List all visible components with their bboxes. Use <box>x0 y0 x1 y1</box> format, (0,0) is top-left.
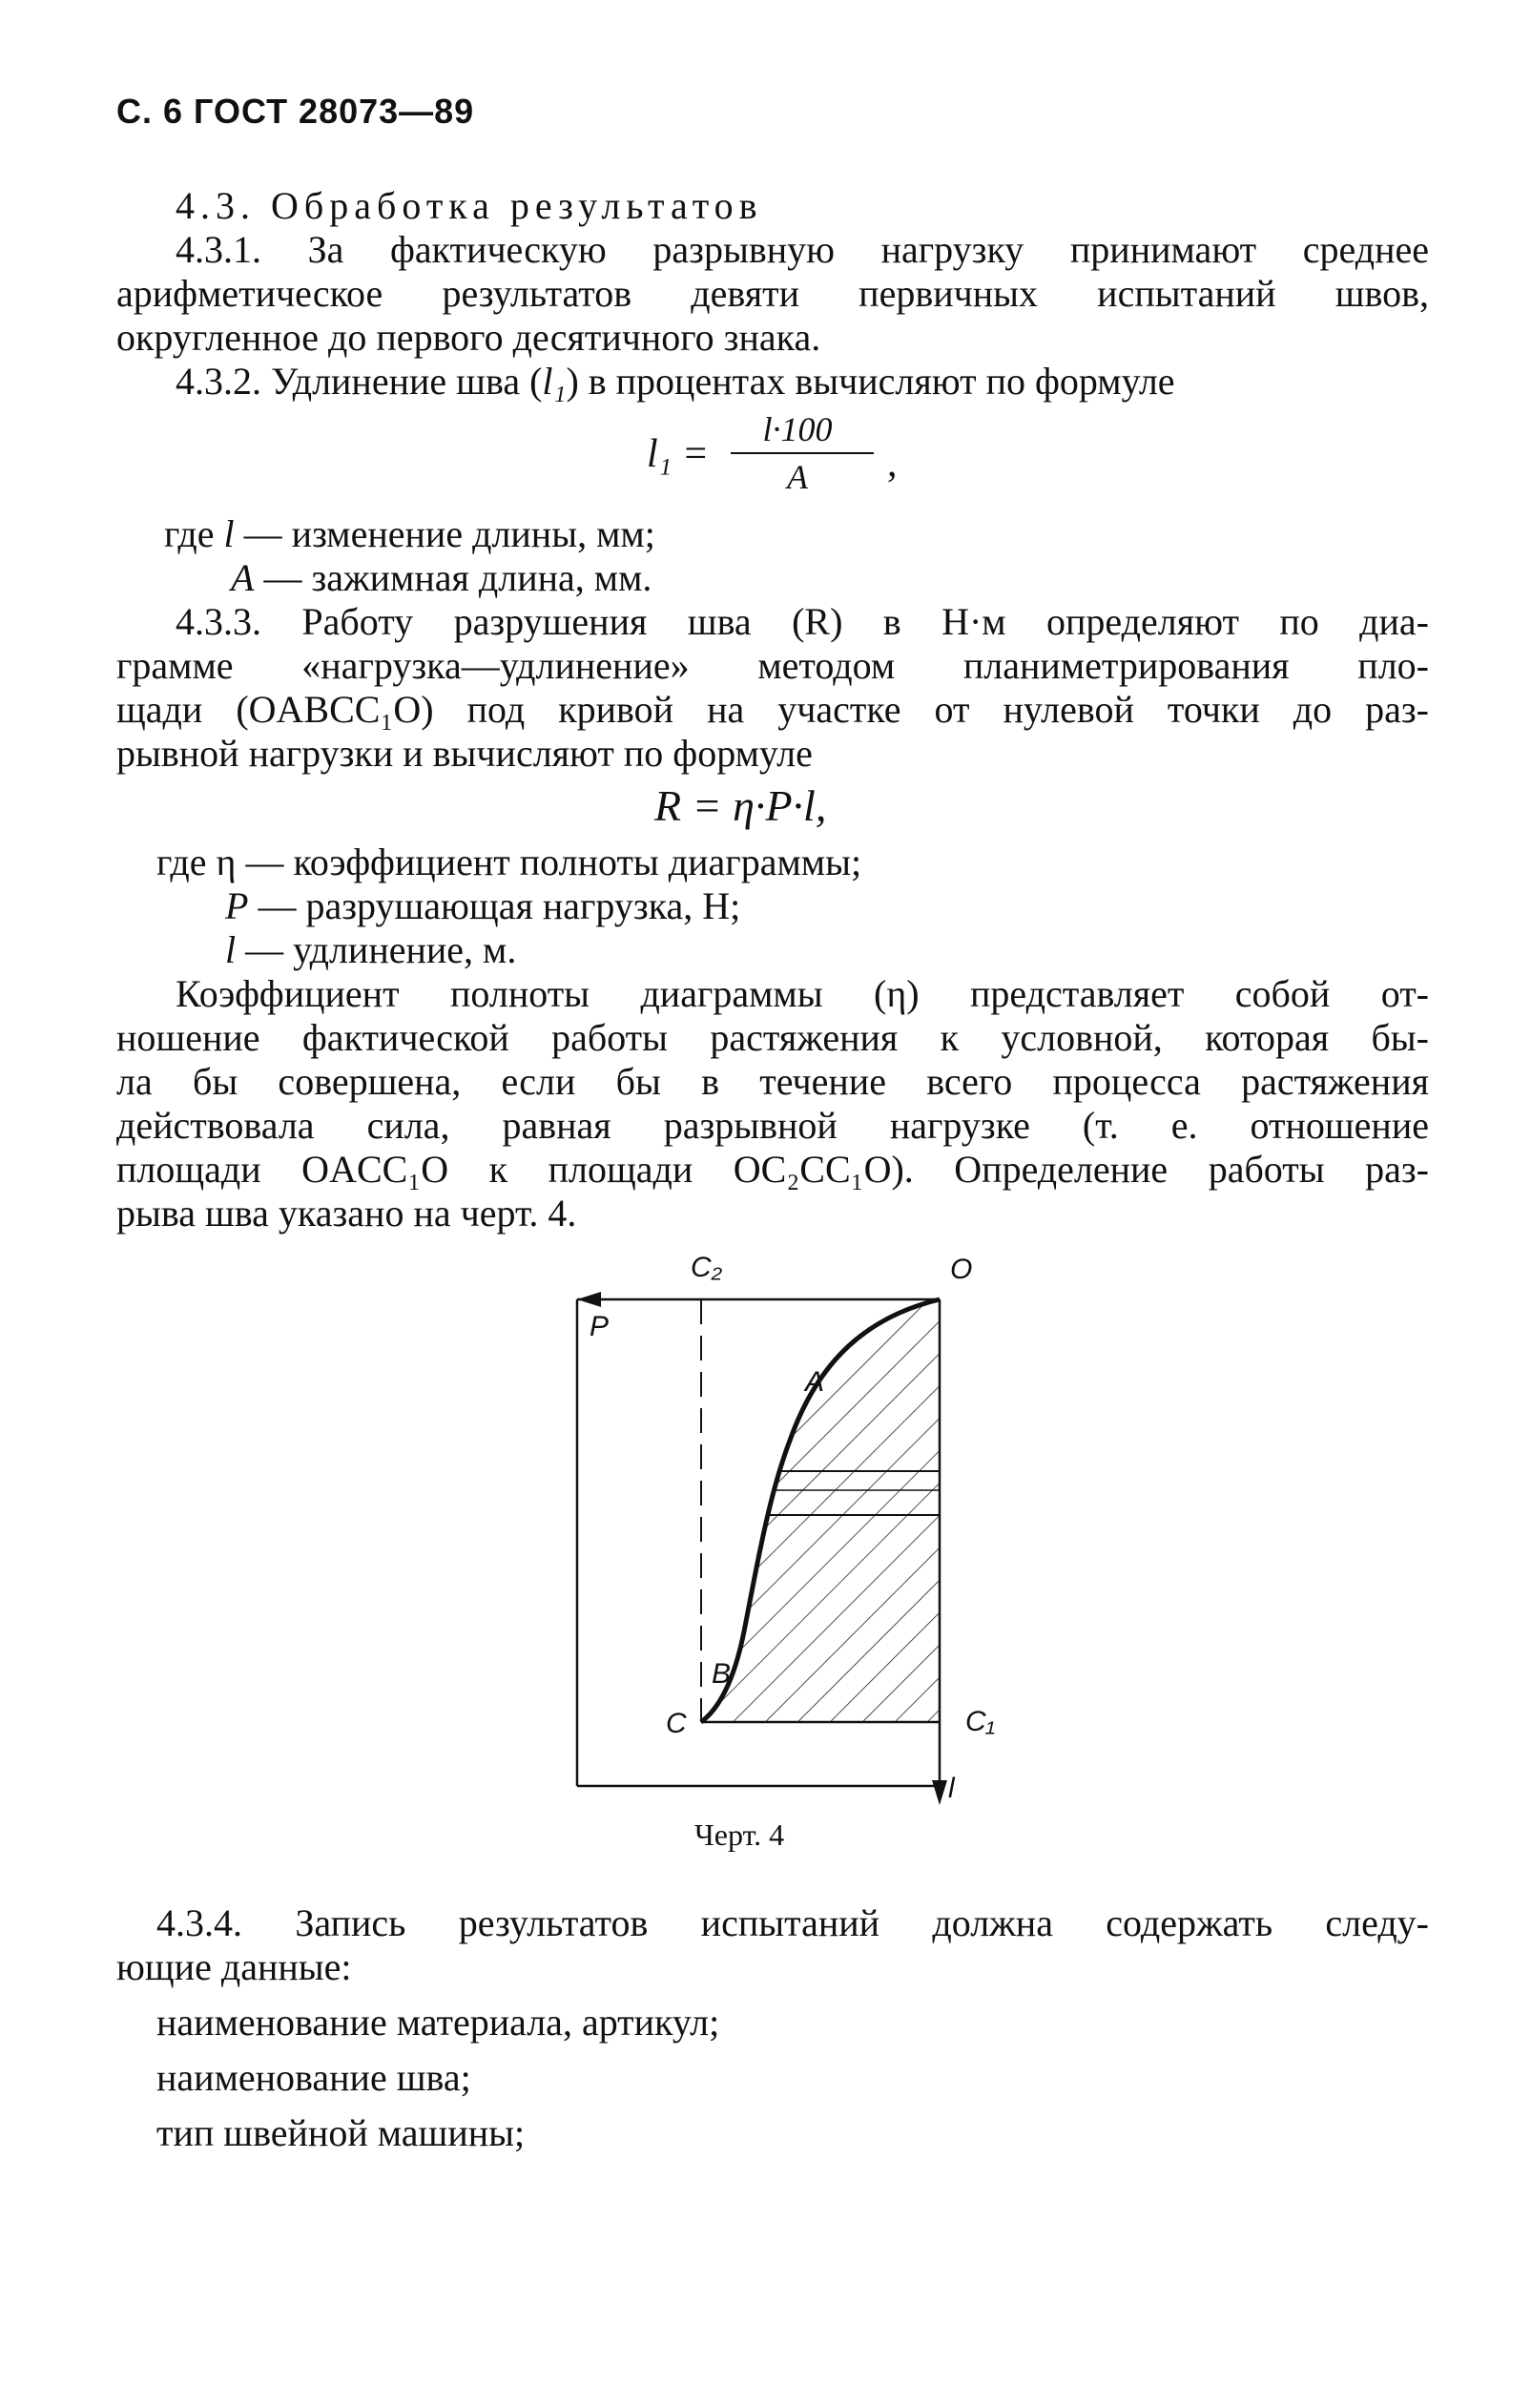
formula-1-lhs: l₁ = <box>647 432 710 476</box>
label-c2: C₂ <box>691 1252 723 1283</box>
where-2-line-1: где η — коэффициент полноты диаграммы; <box>156 841 862 883</box>
para-coef-line-1: Коэффициент полноты диаграммы (η) представляет собой от- <box>176 972 1429 1015</box>
para-432-text: 4.3.2. Удлинение шва (l₁) в процентах вычисляют по формуле <box>176 360 1175 403</box>
formula-1-denominator: A <box>787 458 808 496</box>
figure-4 <box>534 1240 1030 1813</box>
label-p: P <box>590 1311 610 1342</box>
where-2-line-2: P — разрушающая нагрузка, Н; <box>225 884 741 927</box>
para-433-line-3: щади (OABCC₁O) под кривой на участке от нулевой точки до раз- <box>116 688 1429 731</box>
where-2-line-3: l — удлинение, м. <box>225 928 517 971</box>
formula-1-fraction <box>721 410 874 496</box>
para-431-line-1: 4.3.1. За фактическую разрывную нагрузку принимают среднее <box>176 228 1429 271</box>
label-a: A <box>805 1366 825 1398</box>
figure-caption: Черт. 4 <box>694 1817 785 1852</box>
formula-1-numerator: l·100 <box>762 410 833 448</box>
label-c1: C₁ <box>965 1706 996 1737</box>
para-433-line-2: грамме «нагрузка—удлинение» методом планиметрирования пло- <box>116 644 1429 687</box>
list-item-2: наименование шва; <box>156 2056 471 2099</box>
page-header: С. 6 ГОСТ 28073—89 <box>116 92 475 131</box>
para-coef-line-2: ношение фактической работы растяжения к условной, которая бы- <box>116 1016 1429 1059</box>
para-431-line-3: округленное до первого десятичного знака. <box>116 316 821 359</box>
where-1-line-2: A — зажимная длина, мм. <box>231 556 652 599</box>
para-coef-line-3: ла бы совершена, если бы в течение всего процесса растяжения <box>116 1060 1429 1103</box>
label-o: O <box>950 1254 973 1285</box>
para-coef-line-5: площади OACC₁O к площади OC₂CC₁O). Определение работы раз- <box>116 1148 1429 1191</box>
list-item-3: тип швейной машины; <box>156 2111 526 2154</box>
p-arrow-head <box>577 1292 601 1307</box>
label-l: l <box>948 1773 955 1804</box>
para-coef-line-4: действовала сила, равная разрывной нагрузке (т. е. отношение <box>116 1104 1429 1147</box>
para-433-line-1: 4.3.3. Работу разрушения шва (R) в Н·м определяют по диа- <box>176 600 1429 643</box>
para-431-line-2: арифметическое результатов девяти первичных испытаний швов, <box>116 272 1429 315</box>
list-item-1: наименование материала, артикул; <box>156 2001 720 2044</box>
section-title: 4.3. Обработка результатов <box>176 184 763 227</box>
para-433-line-4: рывной нагрузки и вычисляют по формуле <box>116 732 813 775</box>
label-c: C <box>666 1708 687 1739</box>
formula-1-trail: , <box>887 442 898 486</box>
formula-1-bar <box>731 452 874 454</box>
para-434-line-2: ющие данные: <box>116 1945 352 1988</box>
where-1-line-1: где l — изменение длины, мм; <box>164 512 655 555</box>
formula-2: R = η·P·l, <box>654 781 827 830</box>
l-arrow-head <box>932 1780 947 1805</box>
para-coef-line-6: рыва шва указано на черт. 4. <box>116 1192 577 1235</box>
label-b: B <box>712 1658 732 1690</box>
para-434-line-1: 4.3.4. Запись результатов испытаний должна содержать следу- <box>156 1901 1429 1944</box>
para-432 <box>176 359 1429 405</box>
